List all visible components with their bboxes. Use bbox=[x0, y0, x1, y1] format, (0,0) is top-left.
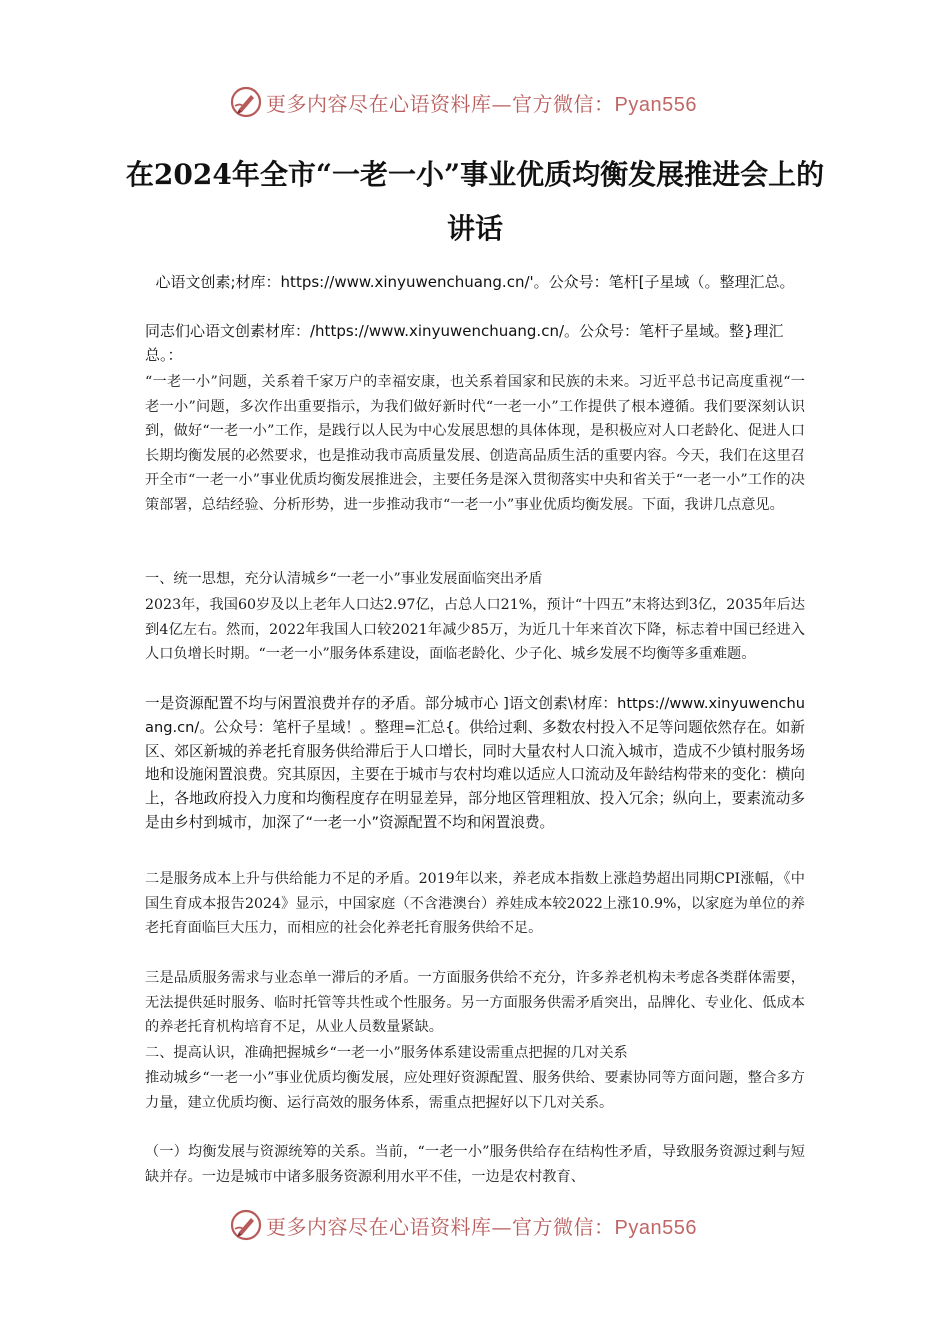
page-title: 在2024年全市“一老一小”事业优质均衡发展推进会上的讲话 bbox=[125, 158, 825, 245]
footer-banner-brand: Pyan556 bbox=[614, 1217, 697, 1239]
footer-banner-label: 更多内容尽在心语资料库—官方微信： bbox=[266, 1215, 615, 1239]
paragraph-intro: “一老一小”问题，关系着千家万户的幸福安康，也关系着国家和民族的未来。习近平总书记高度重视“一老一小”问题，多次作出重要指示，为我们做好新时代“一老一小”工作提供了根本遵循。我们要深刻认识到，做好“一老一小”工作，是践行以人民为中心发展思想的具体体现，是积极应对人口老龄化、促进人口长期均衡发展的必然要求，也是推动我市高质量发展、创造高品质生活的重要内容。今天，我们在这里召开全市“一老一小”事业优质均衡发展推进会，主要任务是深入贯彻落实中央和省关于“一老一小”工作的决策部署，总结经验、分析形势，进一步推动我市“一老一小”事业优质均衡发展。下面，我讲几点意见。 bbox=[145, 374, 805, 513]
paragraph-resource-contradiction: 一是资源配置不均与闲置浪费并存的矛盾。部分城市心 ]语文创素\材库：https://www.xinyuwenchuang.cn/。公众号：笔杆子星域！。整理=汇总{。供给过剩、多数农村投入不足等问题依然存在。如新区、郊区新城的养老托育服务供给滞后于人口增长，同时大量农村人口流入城市，造成不少镇村服务场地和设施闲置浪费。究其原因，主要在于城市与农村均难以适应人口流动及年龄结构带来的变化：横向上，各地政府投入力度和均衡程度存在明显差异，部分地区管理粗放、投入冗余；纵向上，要素流动多是由乡村到城市，加深了“一老一小”资源配置不均和闲置浪费。 bbox=[145, 695, 805, 831]
header-banner[interactable] bbox=[0, 84, 950, 124]
source-line: 心语文创素;材库：https://www.xinyuwenchuang.cn/'。公众号：笔杆[子星域（。整理汇总。 bbox=[155, 273, 795, 291]
footer-banner-text bbox=[266, 1211, 697, 1240]
section-heading-1: 一、统一思想，充分认清城乡“一老一小”事业发展面临突出矛盾 bbox=[145, 571, 543, 587]
paragraph-balance: （一）均衡发展与资源统筹的关系。当前，“一老一小”服务供给存在结构性矛盾，导致服务资源过剩与短缺并存。一边是城市中诸多服务资源利用水平不佳，一边是农村教育、 bbox=[145, 1144, 805, 1185]
greeting-line: 同志们心语文创素材库：/https://www.xinyuwenchuang.cn/。公众号：笔杆子星域。整}理汇总。： bbox=[145, 322, 784, 364]
footer-banner[interactable] bbox=[0, 1207, 950, 1247]
pen-logo-icon bbox=[230, 86, 262, 118]
pen-logo-icon bbox=[230, 1209, 262, 1241]
paragraph-population: 2023年，我国60岁及以上老年人口达2.97亿，占总人口21%，预计“十四五”末将达到3亿，2035年后达到4亿左右。然而，2022年我国人口较2021年减少85万，为近几十年来首次下降，标志着中国已经进入人口负增长时期。“一老一小”服务体系建设，面临老龄化、少子化、城乡发展不均衡等多重难题。 bbox=[145, 597, 805, 662]
header-banner-brand: Pyan556 bbox=[614, 94, 697, 116]
paragraph-quality-contradiction: 三是品质服务需求与业态单一滞后的矛盾。一方面服务供给不充分，许多养老机构未考虑各类群体需要，无法提供延时服务、临时托管等共性或个性服务。另一方面服务供需矛盾突出，品牌化、专业化、低成本的养老托育机构培育不足，从业人员数量紧缺。 bbox=[145, 970, 805, 1035]
paragraph-relations: 推动城乡“一老一小”事业优质均衡发展，应处理好资源配置、服务供给、要素协同等方面问题，整合多方力量，建立优质均衡、运行高效的服务体系，需重点把握好以下几对关系。 bbox=[145, 1070, 805, 1111]
header-banner-text bbox=[266, 88, 697, 117]
paragraph-cost-contradiction: 二是服务成本上升与供给能力不足的矛盾。2019年以来，养老成本指数上涨趋势超出同期CPI涨幅，《中国生育成本报告2024》显示，中国家庭（不含港澳台）养娃成本较2022上涨10.9%，以家庭为单位的养老托育面临巨大压力，而相应的社会化养老托育服务供给不足。 bbox=[145, 871, 805, 936]
section-heading-2: 二、提高认识，准确把握城乡“一老一小”服务体系建设需重点把握的几对关系 bbox=[145, 1045, 628, 1061]
header-banner-label: 更多内容尽在心语资料库—官方微信： bbox=[266, 92, 615, 116]
